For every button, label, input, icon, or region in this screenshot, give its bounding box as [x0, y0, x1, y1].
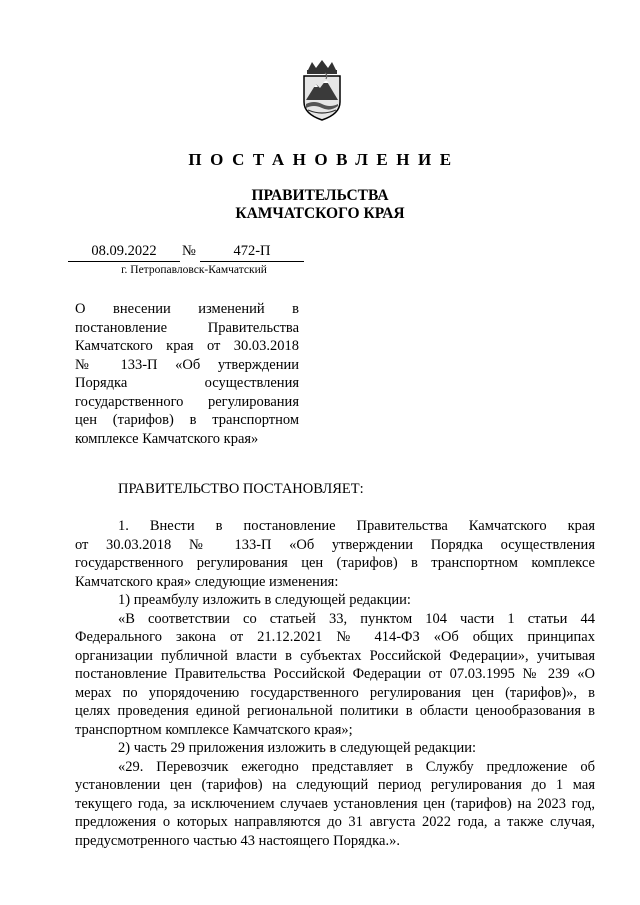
subject-line: цен (тарифов) в транспортном	[75, 412, 299, 428]
city-of-issue: г. Петропавловск-Камчатский	[121, 264, 267, 276]
subject-line: О внесении изменений в	[75, 301, 299, 317]
decree-phrase: ПРАВИТЕЛЬСТВО ПОСТАНОВЛЯЕТ:	[118, 481, 364, 497]
body-line: транспортном комплексе Камчатского края»;	[75, 721, 353, 738]
document-date: 08.09.2022	[91, 243, 157, 259]
body-line: постановление Правительства Российской Федерации от 07.03.1995 № 239 «О	[75, 666, 595, 682]
body-line: Федерального закона от 21.12.2021 № 414-ФЗ «Об общих принципах	[75, 629, 595, 645]
issuer-line-2: КАМЧАТСКОГО КРАЯ	[235, 205, 405, 222]
body-line: организации публичной власти в субъектах Российской Федерации», учитывая	[75, 647, 595, 664]
kamchatka-coat-of-arms-icon	[298, 58, 346, 122]
body-line: 1. Внести в постановление Правительства Камчатского края	[118, 518, 595, 534]
body-line: 1) преамбулу изложить в следующей редакции:	[118, 592, 411, 608]
body-line: Камчатского края» следующие изменения:	[75, 573, 339, 590]
body-line: 2) часть 29 приложения изложить в следующей редакции:	[118, 740, 476, 756]
subject-line: постановление Правительства	[75, 319, 299, 336]
number-underline	[200, 261, 304, 262]
body-line: мерах по упорядочению государственного регулирования цен (тарифов)», в	[75, 684, 595, 701]
issuer-line-1: ПРАВИТЕЛЬСТВА	[251, 187, 389, 204]
document-type-title: ПОСТАНОВЛЕНИЕ	[188, 150, 460, 169]
body-line: «29. Перевозчик ежегодно представляет в Службу предложение об	[118, 758, 595, 775]
body-line: установлении цен (тарифов) на следующий период регулирования до 1 мая	[75, 777, 595, 793]
body-line: текущего года, за исключением случаев установления цен (тарифов) на 2023 год,	[75, 795, 595, 812]
body-line: от 30.03.2018 № 133-П «Об утверждении Порядка осуществления	[75, 536, 595, 553]
subject-line: государственного регулирования	[75, 393, 299, 410]
body-line: «В соответствии со статьей 33, пунктом 104 части 1 статьи 44	[118, 610, 595, 627]
document-body	[75, 517, 595, 850]
date-underline	[68, 261, 180, 262]
document-number: 472-П	[233, 243, 271, 259]
document-subject	[75, 300, 299, 448]
body-line: государственного регулирования цен (тарифов) в транспортном комплексе	[75, 555, 595, 571]
body-line: предложения о которых направляются до 31 августа 2022 года, а также случая,	[75, 814, 595, 830]
body-line: целях проведения единой региональной политики в области ценообразования в	[75, 703, 595, 719]
subject-line: Камчатского края от 30.03.2018	[75, 338, 299, 354]
subject-line: № 133-П «Об утверждении	[75, 356, 299, 373]
number-sign: №	[182, 243, 196, 259]
subject-line: Порядка осуществления	[75, 375, 299, 391]
body-line: предусмотренного частью 43 настоящего Порядка.».	[75, 832, 400, 849]
subject-line: комплексе Камчатского края»	[75, 430, 259, 447]
